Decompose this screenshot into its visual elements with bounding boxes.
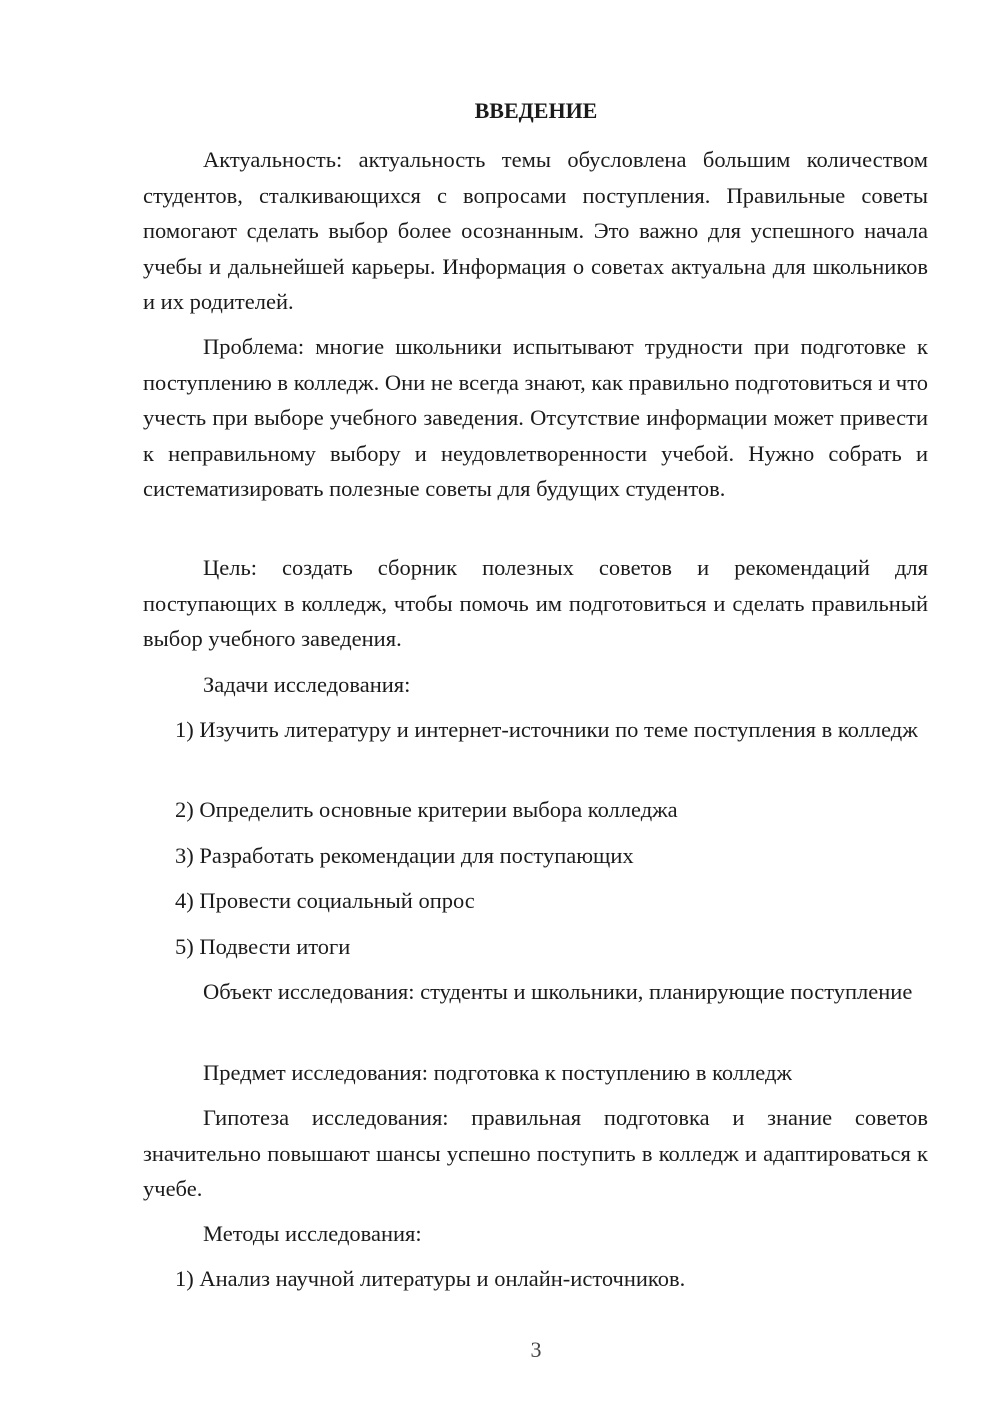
page-number: 3 xyxy=(530,1337,542,1362)
tasks-heading: Задачи исследования: xyxy=(203,672,411,697)
task-item-2: 2) Определить основные критерии выбора колледжа xyxy=(175,797,678,822)
method-item-1: 1) Анализ научной литературы и онлайн-источников. xyxy=(175,1266,686,1291)
paragraph-problem: Проблема: многие школьники испытывают трудности при подготовке к поступлению в колледж. Они не всегда знают, как правильно подготовиться и что учесть при выборе учебного заведения. Отсутствие информации может привести к неправильному выбору и неудовлетворенности учебой. Нужно собрать и систематизировать полезные советы для будущих студентов. xyxy=(143,334,928,501)
paragraph-object: Объект исследования: студенты и школьники, планирующие поступление xyxy=(203,979,913,1004)
methods-heading: Методы исследования: xyxy=(203,1221,422,1246)
task-item-4: 4) Провести социальный опрос xyxy=(175,888,475,913)
paragraph-goal: Цель: создать сборник полезных советов и рекомендаций для поступающих в колледж, чтобы помочь им подготовиться и сделать правильный выбор учебного заведения. xyxy=(143,555,928,651)
page-title: ВВЕДЕНИЕ xyxy=(474,98,598,123)
paragraph-hypothesis: Гипотеза исследования: правильная подготовка и знание советов значительно повышают шансы успешно поступить в колледж и адаптироваться к учебе. xyxy=(143,1105,928,1201)
task-item-1: 1) Изучить литературу и интернет-источники по теме поступления в колледж xyxy=(175,717,918,742)
paragraph-subject: Предмет исследования: подготовка к поступлению в колледж xyxy=(203,1060,792,1085)
paragraph-relevance: Актуальность: актуальность темы обусловлена большим количеством студентов, сталкивающихся с вопросами поступления. Правильные советы помогают сделать выбор более осознанным. Это важно для успешного начала учебы и дальнейшей карьеры. Информация о советах актуальна для школьников и их родителей. xyxy=(143,147,928,314)
task-item-3: 3) Разработать рекомендации для поступающих xyxy=(175,843,634,868)
task-item-5: 5) Подвести итоги xyxy=(175,934,351,959)
